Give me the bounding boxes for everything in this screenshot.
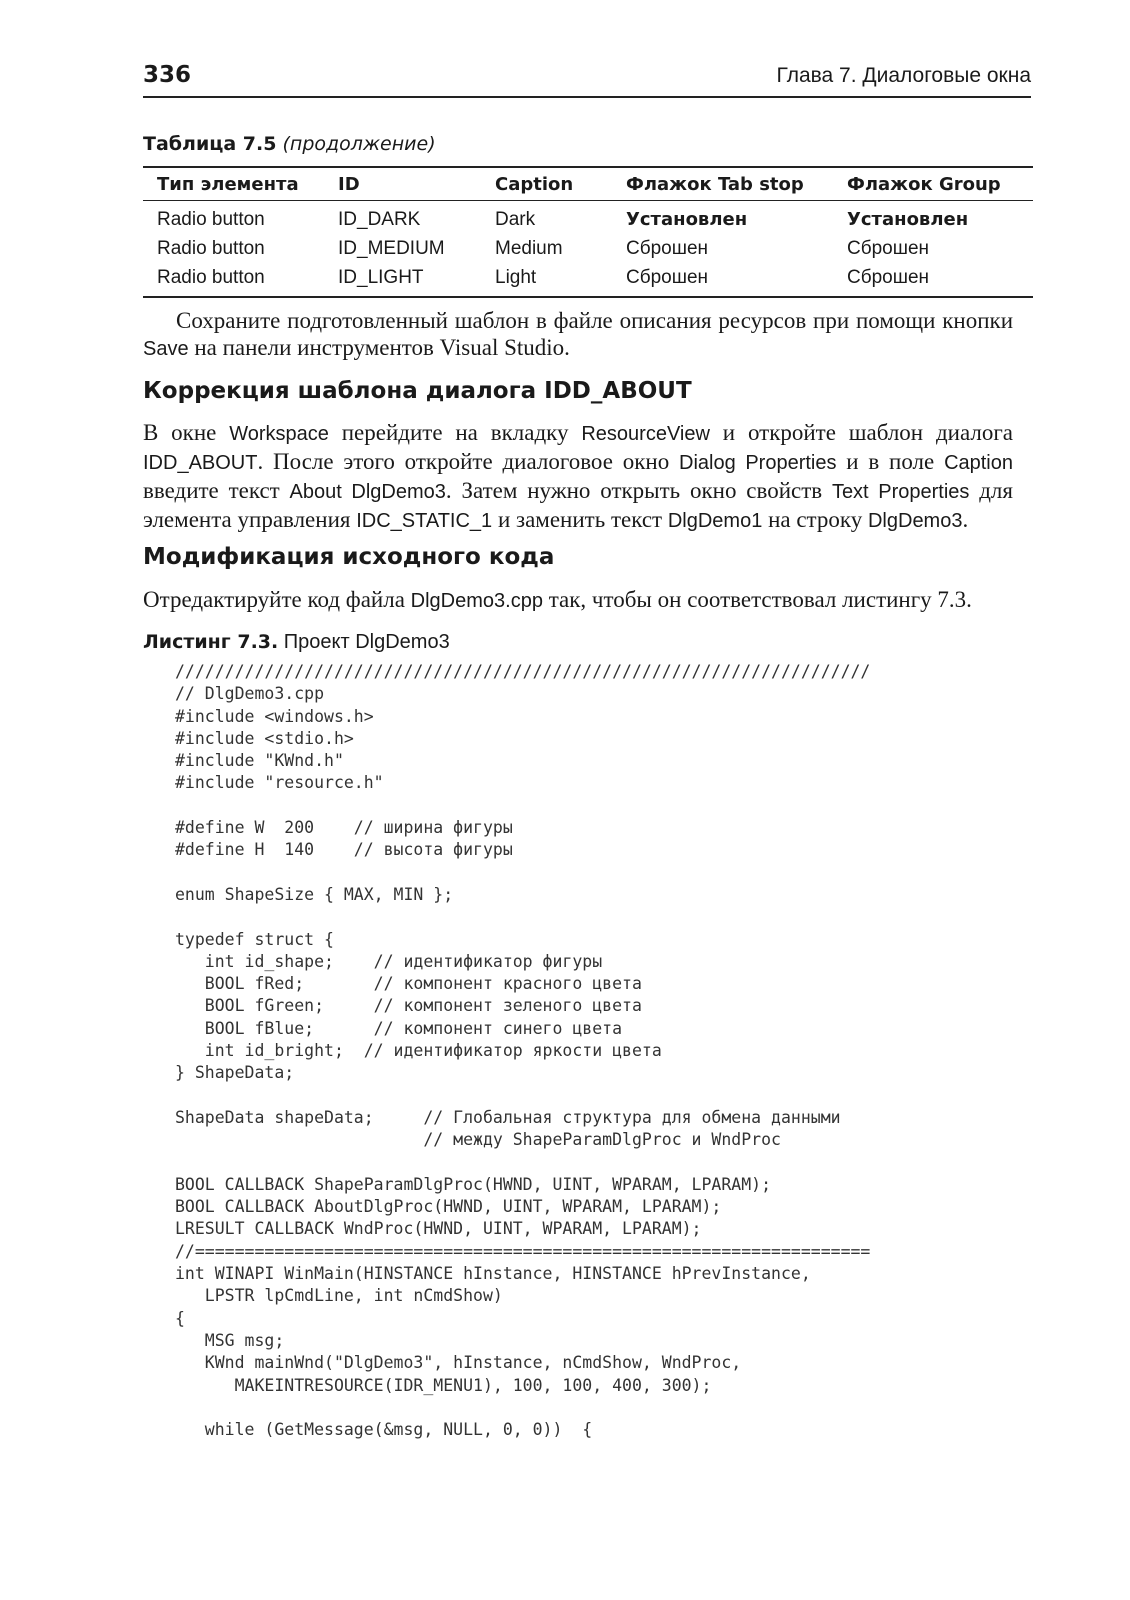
listing-caption (143, 631, 450, 654)
code-line: BOOL CALLBACK AboutDlgProc(HWND, UINT, WPARAM, LPARAM); (175, 1197, 722, 1217)
listing-title: Проект DlgDemo3 (278, 631, 450, 653)
column-header: Флажок Tab stop (612, 167, 833, 201)
code-line (175, 1085, 870, 1107)
table-cell: Установлен (626, 209, 748, 230)
table-cell: Light (481, 263, 612, 297)
code-line: BOOL fBlue; // компонент синего цвета (175, 1018, 623, 1038)
table-cell: ID_MEDIUM (338, 237, 445, 259)
code-line: LPSTR lpCmdLine, int nCmdShow) (175, 1286, 503, 1306)
code-line: while (GetMessage(&msg, NULL, 0, 0)) { (175, 1420, 593, 1440)
code-line: LRESULT CALLBACK WndProc(HWND, UINT, WPARAM, LPARAM); (175, 1219, 702, 1239)
code-line (175, 795, 870, 817)
code-line: int id_shape; // идентификатор фигуры (175, 951, 603, 971)
table-caption-note: (продолжение) (282, 133, 436, 155)
code-line: //==================================================================== (175, 1241, 871, 1261)
code-line: { (175, 1308, 185, 1328)
table-cell: ID_DARK (338, 208, 421, 230)
section-heading-idd-about: Коррекция шаблона диалога IDD_ABOUT (143, 378, 692, 404)
listing-label: Листинг 7.3. (143, 631, 279, 653)
properties-table (143, 166, 1033, 298)
code-line: #include <stdio.h> (175, 728, 354, 748)
table-cell: Dark (495, 208, 536, 230)
table-cell: ID_LIGHT (324, 263, 481, 297)
code-line: int WINAPI WinMain(HINSTANCE hInstance, HINSTANCE hPrevInstance, (175, 1264, 811, 1284)
code-line: MAKEINTRESOURCE(IDR_MENU1), 100, 100, 400, 300); (175, 1375, 712, 1395)
code-line: #define H 140 // высота фигуры (175, 840, 513, 860)
code-line: #include "KWnd.h" (175, 751, 344, 771)
page-number: 336 (143, 62, 192, 88)
code-line: BOOL fGreen; // компонент зеленого цвета (175, 996, 642, 1016)
table-cell: Установлен (847, 209, 969, 230)
code-line: #define W 200 // ширина фигуры (175, 818, 513, 838)
column-header: ID (324, 167, 481, 201)
table-row (143, 263, 1033, 297)
code-line: // DlgDemo3.cpp (175, 684, 325, 704)
code-listing (175, 661, 870, 1441)
code-line: enum ShapeSize { MAX, MIN }; (175, 884, 454, 904)
code-line: ////////////////////////////////////////////////////////////////////// (175, 662, 871, 681)
table-header-row (143, 167, 1033, 201)
table-cell: Сброшен (626, 237, 709, 259)
column-header: Флажок Group (833, 167, 1033, 201)
code-line (175, 862, 870, 884)
table-cell: Сброшен (833, 263, 1033, 297)
column-header: Caption (481, 167, 612, 201)
table-row (143, 201, 1033, 235)
code-line: typedef struct { (175, 929, 334, 949)
paragraph-save-template: Сохраните подготовленный шаблон в файле описания ресурсов при помощи кнопки Save на панели инструментов Visual Studio. (143, 308, 1013, 360)
table-cell: Сброшен (847, 237, 930, 259)
section-heading-source-code: Модификация исходного кода (143, 544, 555, 570)
code-line: #include "resource.h" (175, 773, 384, 793)
paragraph-idd-about: В окне Workspace перейдите на вкладку ResourceView и откройте шаблон диалога IDD_ABOUT. После этого откройте диалоговое окно Dialog Properties и в поле Caption введите текст About DlgDemo3. Затем нужно открыть окно свойств Text Properties для элемента управления IDC_STATIC_1 и заменить текст DlgDemo1 на строку DlgDemo3. (143, 420, 1013, 532)
code-line: BOOL fRed; // компонент красного цвета (175, 974, 642, 994)
table-caption (143, 133, 436, 155)
code-line (175, 906, 870, 928)
code-line: ShapeData shapeData; // Глобальная структура для обмена данными (175, 1107, 841, 1127)
table-cell: Сброшен (612, 263, 833, 297)
code-line: // между ShapeParamDlgProc и WndProc (175, 1130, 781, 1150)
code-line: #include <windows.h> (175, 706, 374, 726)
table-cell: Radio button (157, 237, 265, 259)
running-title: Глава 7. Диалоговые окна (776, 64, 1031, 87)
code-line (175, 1397, 870, 1419)
column-header: Тип элемента (143, 167, 324, 201)
table-cell: Medium (495, 237, 563, 259)
table-cell: Radio button (143, 263, 324, 297)
code-line: int id_bright; // идентификатор яркости цвета (175, 1041, 662, 1061)
code-line: BOOL CALLBACK ShapeParamDlgProc(HWND, UINT, WPARAM, LPARAM); (175, 1174, 772, 1194)
code-line: MSG msg; (175, 1330, 285, 1350)
code-line (175, 1152, 870, 1174)
page-header (143, 62, 1031, 98)
table-cell: Radio button (157, 208, 265, 230)
code-line: KWnd mainWnd("DlgDemo3", hInstance, nCmdShow, WndProc, (175, 1353, 742, 1373)
paragraph-edit-code: Отредактируйте код файла DlgDemo3.cpp так, чтобы он соответствовал листингу 7.3. (143, 587, 972, 612)
table-caption-label: Таблица 7.5 (143, 133, 277, 155)
table-row (143, 234, 1033, 263)
code-line: } ShapeData; (175, 1063, 295, 1083)
